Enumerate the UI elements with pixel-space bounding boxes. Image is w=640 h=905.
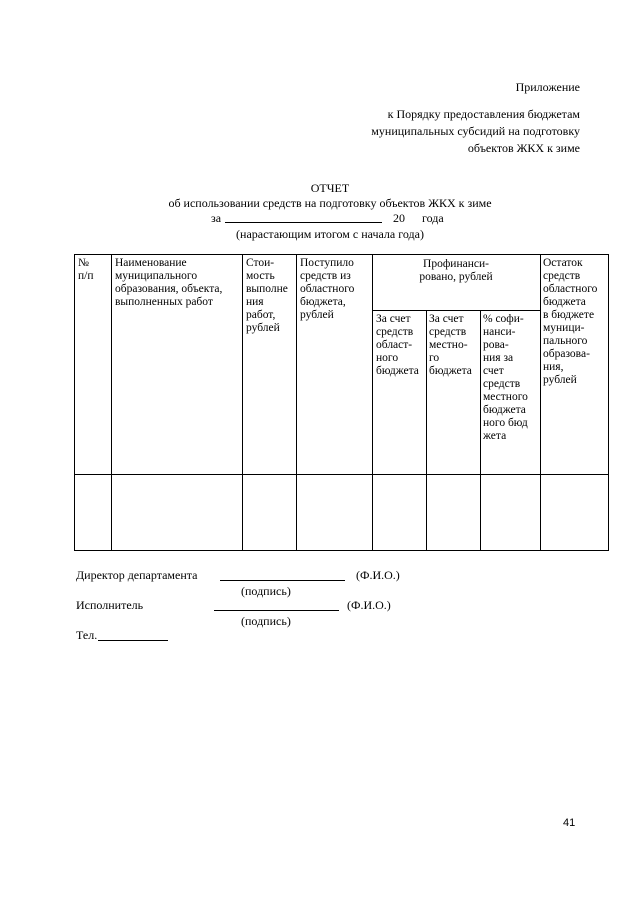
phone-label: Тел. xyxy=(76,628,98,642)
table-col-line xyxy=(426,310,427,551)
header-remainder: Остаток средств областного бюджета в бюджете муници- пального образова- ния, рублей xyxy=(543,257,598,386)
phone-line xyxy=(98,640,168,641)
appendix-title: Приложение xyxy=(515,80,580,94)
table-col-line xyxy=(540,254,541,551)
director-fio: (Ф.И.О.) xyxy=(356,568,400,582)
page-number: 41 xyxy=(563,817,576,829)
table-col-line xyxy=(372,254,373,551)
table-border-left xyxy=(74,254,75,551)
report-for-label: за xyxy=(211,211,222,225)
header-name: Наименование муниципального образования, объекта, выполненных работ xyxy=(115,257,223,308)
executor-label: Исполнитель xyxy=(76,598,144,612)
report-year-prefix: 20 xyxy=(393,211,405,225)
report-cumulative-note: (нарастающим итогом с начала года) xyxy=(236,227,424,241)
header-cofinancing-percent: % софи- нанси- рова- ния за счет средств местного бюджета ного бюд жета xyxy=(483,313,528,442)
report-table xyxy=(74,254,609,550)
table-border-top xyxy=(74,254,609,255)
executor-sign-caption: (подпись) xyxy=(241,614,291,628)
header-num: № п/п xyxy=(78,257,94,282)
table-border-right xyxy=(608,254,609,551)
director-label: Директор департамента xyxy=(76,568,198,582)
header-received: Поступило средств из областного бюджета, рублей xyxy=(300,257,355,321)
appendix-ref-line3: объектов ЖКХ к зиме xyxy=(467,141,580,155)
table-col-line xyxy=(480,310,481,551)
table-col-line xyxy=(111,254,112,551)
table-col-line xyxy=(296,254,297,551)
report-title: ОТЧЕТ xyxy=(310,181,350,195)
director-sign-caption: (подпись) xyxy=(241,584,291,598)
appendix-ref-line2: муниципальных субсидий на подготовку xyxy=(371,124,580,138)
table-header-bottom xyxy=(74,474,609,475)
table-subheader-line xyxy=(372,310,540,311)
header-cost: Стои- мость выполне ния работ, рублей xyxy=(246,257,288,334)
header-local-budget: За счет средств местно- го бюджета xyxy=(429,313,472,377)
header-regional-budget: За счет средств област- ного бюджета xyxy=(376,313,419,377)
report-year-suffix: года xyxy=(422,211,444,225)
director-signature-line xyxy=(220,580,345,581)
executor-fio: (Ф.И.О.) xyxy=(347,598,391,612)
report-period-blank xyxy=(225,222,382,223)
executor-signature-line xyxy=(214,610,339,611)
table-border-bottom xyxy=(74,550,609,551)
header-financed: Профинанси- ровано, рублей xyxy=(419,258,493,283)
report-subtitle: об использовании средств на подготовку объектов ЖКХ к зиме xyxy=(168,196,492,210)
table-col-line xyxy=(242,254,243,551)
appendix-ref-line1: к Порядку предоставления бюджетам xyxy=(387,107,580,121)
